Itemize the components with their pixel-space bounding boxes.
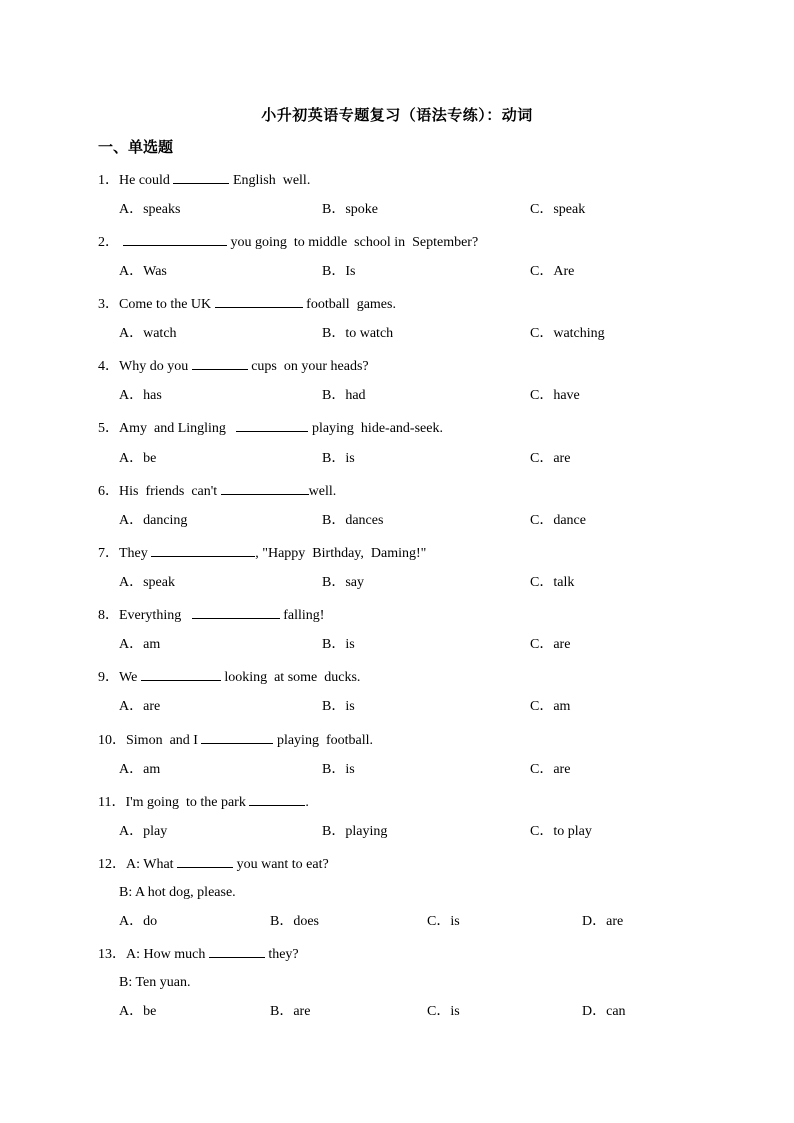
option-b: B．is (322, 637, 355, 652)
answer-blank (173, 170, 229, 184)
question-text-pre: He could (119, 173, 174, 188)
question-number: 5． (98, 421, 119, 436)
question-text-post: looking at some ducks. (220, 670, 361, 685)
option-c: C．have (530, 388, 580, 403)
question-number: 9． (98, 670, 119, 685)
question-4 (98, 356, 369, 376)
question-number: 2． (98, 235, 119, 250)
question-6 (98, 481, 336, 501)
answer-blank (221, 481, 309, 495)
question-12 (98, 854, 329, 874)
question-text-pre: A: How much (126, 947, 209, 962)
answer-blank (192, 605, 280, 619)
answer-blank (141, 667, 221, 681)
option-a: A．be (119, 451, 157, 466)
question-text-post: you going to middle school in September? (227, 235, 479, 250)
option-b: B．had (322, 388, 366, 403)
question-11 (98, 792, 309, 812)
option-a: A．are (119, 699, 161, 714)
question-text-post: they? (264, 947, 299, 962)
option-b: B．is (322, 451, 355, 466)
option-a: A．am (119, 637, 161, 652)
section-heading: 一、单选题 (98, 138, 174, 156)
question-7 (98, 543, 426, 563)
question-number: 10． (98, 733, 126, 748)
question-text-post: . (305, 795, 309, 810)
option-b: B．spoke (322, 202, 378, 217)
answer-blank (249, 792, 305, 806)
question-1 (98, 170, 310, 190)
option-a: A．speaks (119, 202, 181, 217)
question-3 (98, 294, 396, 314)
answer-blank (201, 730, 273, 744)
option-a: A．play (119, 824, 168, 839)
option-c: C．dance (530, 513, 586, 528)
option-c: C．Are (530, 264, 575, 279)
question-number: 6． (98, 484, 119, 499)
question-10 (98, 730, 373, 750)
question-text-pre: A: What (126, 857, 178, 872)
question-text-pre: Come to the UK (119, 297, 215, 312)
page-title: 小升初英语专题复习（语法专练）：动词 (261, 106, 533, 124)
question-text-post: , "Happy Birthday, Daming!" (255, 546, 427, 561)
question-8 (98, 605, 324, 625)
option-c: C．talk (530, 575, 575, 590)
answer-blank (209, 944, 265, 958)
question-number: 3． (98, 297, 119, 312)
option-b: B．dances (322, 513, 384, 528)
question-2 (98, 232, 478, 252)
answer-blank (177, 854, 233, 868)
question-number: 4． (98, 359, 119, 374)
option-d: D．are (582, 914, 624, 929)
option-a: A．be (119, 1004, 157, 1019)
option-a: A．has (119, 388, 162, 403)
answer-blank (215, 294, 303, 308)
option-a: A．watch (119, 326, 177, 341)
answer-blank (192, 356, 248, 370)
dialogue-reply: B: A hot dog, please. (119, 885, 236, 900)
option-c: C．are (530, 762, 571, 777)
question-text-post: football games. (302, 297, 396, 312)
option-a: A．Was (119, 264, 167, 279)
option-b: B．is (322, 762, 355, 777)
question-number: 8． (98, 608, 119, 623)
option-b: B．to watch (322, 326, 394, 341)
option-c: C．are (530, 637, 571, 652)
question-number: 12． (98, 857, 126, 872)
question-number: 1． (98, 173, 119, 188)
question-text-pre: I'm going to the park (125, 795, 250, 810)
question-text-post: English well. (229, 173, 311, 188)
question-text-pre: Everything (119, 608, 192, 623)
option-b: B．playing (322, 824, 388, 839)
option-a: A．am (119, 762, 161, 777)
option-d: D．can (582, 1004, 626, 1019)
option-b: B．say (322, 575, 364, 590)
question-text-post: playing football. (273, 733, 373, 748)
option-b: B．are (270, 1004, 311, 1019)
option-b: B．Is (322, 264, 356, 279)
question-number: 13． (98, 947, 126, 962)
answer-blank (123, 232, 227, 246)
question-number: 11． (98, 795, 126, 810)
option-a: A．speak (119, 575, 175, 590)
question-9 (98, 667, 360, 687)
dialogue-reply: B: Ten yuan. (119, 975, 191, 990)
option-b: B．does (270, 914, 319, 929)
question-text-pre: We (119, 670, 141, 685)
option-b: B．is (322, 699, 355, 714)
answer-blank (151, 543, 255, 557)
option-c: C．am (530, 699, 571, 714)
question-text-post: you want to eat? (233, 857, 329, 872)
question-text-pre: Why do you (119, 359, 192, 374)
question-text-pre: Amy and Lingling (119, 421, 237, 436)
question-text-pre: They (119, 546, 152, 561)
question-text-post: cups on your heads? (247, 359, 369, 374)
question-13 (98, 944, 299, 964)
option-a: A．do (119, 914, 158, 929)
question-text-post: well. (308, 484, 337, 499)
question-number: 7． (98, 546, 119, 561)
question-text-pre: His friends can't (119, 484, 221, 499)
question-5 (98, 418, 443, 438)
option-c: C．speak (530, 202, 586, 217)
option-a: A．dancing (119, 513, 188, 528)
option-c: C．is (427, 914, 460, 929)
question-text-post: playing hide-and-seek. (308, 421, 443, 436)
question-text-post: falling! (279, 608, 325, 623)
option-c: C．watching (530, 326, 605, 341)
option-c: C．is (427, 1004, 460, 1019)
option-c: C．to play (530, 824, 592, 839)
answer-blank (236, 418, 308, 432)
question-text-pre: Simon and I (126, 733, 202, 748)
option-c: C．are (530, 451, 571, 466)
